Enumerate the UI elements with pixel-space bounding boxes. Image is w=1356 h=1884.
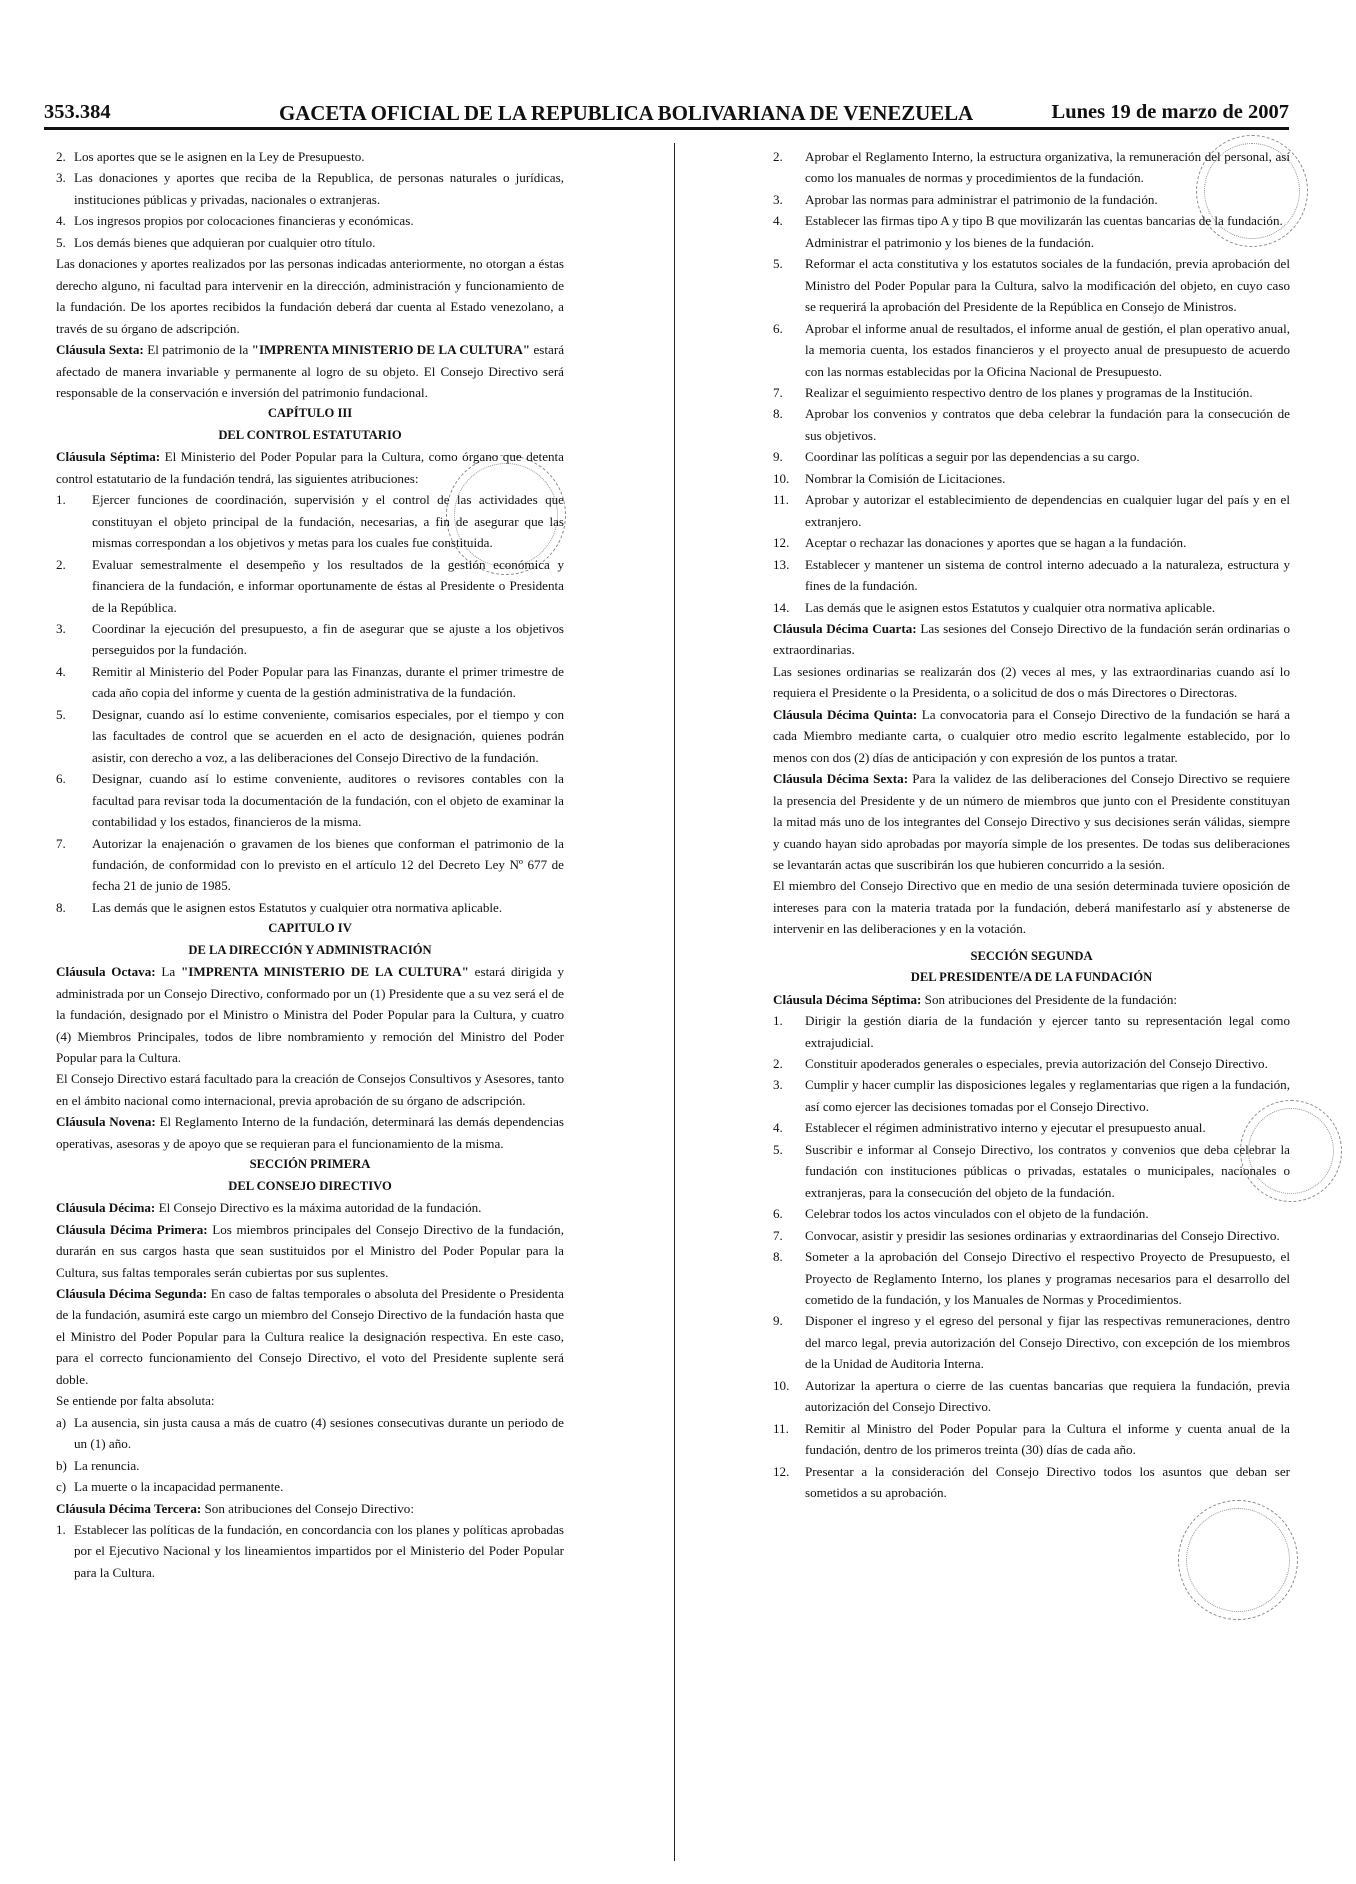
clause-label: Cláusula Novena:: [56, 1114, 156, 1130]
clause-text: estará dirigida y administrada por un Consejo Directivo, conformado por un (1) Presidente que a su vez será el de la fundación, designado por el Ministro o Ministra del Poder Popular para la Cultura, y cuatro (4) Miembros Principales, todos de libre nombramiento y remoción del Ministro del Poder Popular para la Cultura.: [56, 964, 565, 1066]
list-item: [773, 1461, 1290, 1504]
list-item-text: Remitir al Ministro del Poder Popular para la Cultura el informe y cuenta anual de la fundación, dentro de los primeros treinta (30) días de cada año.: [805, 1420, 1290, 1458]
list-item: [773, 597, 1290, 618]
list-item-text: Designar, cuando así lo estime conveniente, auditores o revisores contables con la facultad para revisar toda la documentación de la fundación, con el objeto de examinar la contabilidad y los estados, financieros de la misma.: [92, 771, 564, 830]
list-item: [56, 704, 564, 768]
list-item-number: 7.: [773, 1227, 783, 1243]
list-item-text: Aceptar o rechazar las donaciones y aportes que se hagan a la fundación.: [805, 535, 1187, 551]
clause-text: El Consejo Directivo es la máxima autoridad de la fundación.: [155, 1200, 482, 1216]
list-item-text: Las demás que le asignen estos Estatutos y cualquier otra normativa aplicable.: [92, 899, 503, 915]
list-item-text: Establecer las firmas tipo A y tipo B que movilizarán las cuentas bancarias de la fundación.: [805, 213, 1283, 229]
list-item-text: Convocar, asistir y presidir las sesiones ordinarias y extraordinarias del Consejo Directivo.: [805, 1227, 1280, 1243]
list-item: [56, 768, 564, 832]
clausula-novena: [56, 1111, 564, 1154]
clause-text: El Reglamento Interno de la fundación, determinará las demás dependencias operativas, asesoras y de apoyo que se requieran para el funcionamiento de la misma.: [56, 1114, 564, 1151]
list-item: [773, 1010, 1290, 1053]
list-item: [773, 1418, 1290, 1461]
list-item-text: Reformar el acta constitutiva y los estatutos sociales de la fundación, previa aprobación del Ministro del Poder Popular para la Cultura, salvo la modificación del objeto, en cuyo caso se requerirá la aprobación del Presidente de la República en Consejo de Ministros.: [805, 256, 1290, 315]
list-item-text: Las demás que le asignen estos Estatutos y cualquier otra normativa aplicable.: [805, 599, 1216, 615]
clausula-decima: [56, 1197, 564, 1218]
issue-date: Lunes 19 de marzo de 2007: [1051, 101, 1289, 123]
clause-label: Cláusula Décima:: [56, 1200, 156, 1216]
list-item-text: Coordinar las políticas a seguir por las dependencias a su cargo.: [805, 449, 1140, 465]
list-item: [773, 1310, 1290, 1374]
list-item: [773, 146, 1290, 189]
list-item: [773, 1139, 1290, 1203]
clause-text: estará afectado de manera invariable y permanente al logro de su objeto. El Consejo Directivo será responsable de la conservación e inversión del patrimonio fundacional.: [56, 342, 564, 400]
list-item-text: Establecer y mantener un sistema de control interno adecuado a la naturaleza, estructura y fines de la fundación.: [805, 556, 1290, 594]
list-item: [773, 554, 1290, 597]
clause-text: Para la validez de las deliberaciones del Consejo Directivo se requiere la presencia del Presidente y de un número de miembros que junto con el Presidente constituyan la mitad más uno de los integrantes del Consejo Directivo y sus decisiones serán válidas, siempre y cuando hayan sido aprobadas por mayoría simple de los presentes. De todas sus deliberaciones se levantarán actas que suscribirán los que hubieren concurrido a la sesión.: [773, 771, 1290, 872]
presidente-atribuciones-list: [773, 1010, 1290, 1503]
clause-label: Cláusula Décima Tercera:: [56, 1500, 202, 1516]
paragraph-donaciones: Las donaciones y aportes realizados por las personas indicadas anteriormente, no otorgan a éstas derecho alguno, ni facultad para intervenir en la dirección, administración y funcionamiento de la fundación. De los aportes recibidos la fundación deberá dar cuenta al Estado venezolano, a través de su órgano de adscripción.: [56, 256, 564, 336]
list-item-text: Los aportes que se le asignen en la Ley de Presupuesto.: [74, 149, 365, 164]
list-item-text: Establecer las políticas de la fundación, en concordancia con los planes y políticas aprobadas por el Ejecutivo Nacional y los lineamientos impartidos por el Ministerio del Poder Popular para la Cultura.: [74, 1522, 564, 1580]
list-item-number: 2.: [773, 1056, 783, 1072]
patrimonio-list: [56, 146, 564, 253]
clause-label: Cláusula Décima Segunda:: [56, 1286, 208, 1302]
list-item-text: Aprobar el informe anual de resultados, el informe anual de gestión, el plan operativo anual, la memoria cuenta, los estados financieros y el proyecto anual de presupuesto de acuerdo con las normas establecidas por la Oficina Nacional de Presupuesto.: [805, 320, 1290, 379]
list-item-number: 5.: [56, 706, 66, 722]
list-item-text: Disponer el ingreso y el egreso del personal y fijar las respectivas remuneraciones, dentro del marco legal, previa autorización del Consejo Directivo, con excepción de los miembros de la Unidad de Auditoria Interna.: [805, 1313, 1290, 1372]
list-item-number: b): [56, 1457, 67, 1473]
list-item: [773, 468, 1290, 489]
chapter-4-subtitle: DE LA DIRECCIÓN Y ADMINISTRACIÓN: [188, 942, 432, 957]
right-column: [773, 146, 1290, 1504]
list-item: [773, 1203, 1290, 1224]
clausula-sexta: [56, 339, 564, 403]
list-item-number: 4.: [56, 663, 66, 679]
list-item-number: 11.: [773, 492, 789, 508]
list-item: [56, 1476, 564, 1497]
list-item-text: Remitir al Ministerio del Poder Popular para las Finanzas, durante el primer trimestre de cada año copia del informe y cuenta de la gestión administrativa de la fundación.: [92, 663, 564, 701]
list-item: [56, 1455, 564, 1476]
section-2-subtitle: DEL PRESIDENTE/A DE LA FUNDACIÓN: [910, 970, 1153, 985]
list-item-number: 10.: [773, 470, 790, 486]
chapter-4-title: CAPITULO IV: [268, 921, 352, 936]
list-item-text: Autorizar la apertura o cierre de las cuentas bancarias que requiera la fundación, previa autorización del Consejo Directivo.: [805, 1377, 1290, 1415]
list-item: [56, 897, 564, 918]
list-item-number: 10.: [773, 1377, 790, 1393]
septima-list: [56, 489, 564, 918]
list-item: [773, 403, 1290, 446]
list-item-number: 13.: [773, 556, 790, 572]
section-2-title: SECCIÓN SEGUNDA: [970, 948, 1093, 963]
paragraph-miembro: El miembro del Consejo Directivo que en medio de una sesión determinada tuviere oposición de intereses para con la materia tratada por la fundación, deberá manifestarlo así y abstenerse de intervenir en las deliberaciones y en la votación.: [773, 878, 1290, 937]
clause-text: Los miembros principales del Consejo Directivo de la fundación, durarán en sus cargos hasta que sean sustituidos por el Ministro del Poder Popular para la Cultura, sus faltas temporales serán cubiertas por sus suplentes.: [56, 1221, 564, 1280]
section-1-subtitle: DEL CONSEJO DIRECTIVO: [228, 1178, 392, 1193]
list-item-text: Autorizar la enajenación o gravamen de los bienes que conforman el patrimonio de la fundación, de conformidad con lo previsto en el artículo 12 del Decreto Ley Nº 677 de fecha 21 de junio de 1985.: [92, 835, 564, 894]
list-item-number: 12.: [773, 535, 790, 551]
list-item-number: 4.: [773, 1120, 783, 1136]
clausula-octava: [56, 961, 564, 1068]
list-item: [56, 554, 564, 618]
clausula-decima-sexta: [773, 768, 1290, 875]
list-item: [56, 146, 564, 167]
page-number: 353.384: [44, 101, 111, 123]
clausula-decima-segunda: [56, 1283, 564, 1390]
clause-text: Son atribuciones del Presidente de la fundación:: [921, 991, 1178, 1007]
clausula-decima-quinta: [773, 704, 1290, 768]
clause-label: Cláusula Décima Quinta:: [773, 706, 918, 722]
clause-text: El patrimonio de la: [143, 342, 252, 358]
clausula-decima-primera: [56, 1219, 564, 1283]
chapter-3-title: CAPÍTULO III: [267, 406, 353, 421]
clause-label: Cláusula Séptima:: [56, 449, 161, 465]
list-item: [773, 1375, 1290, 1418]
list-item-text: Dirigir la gestión diaria de la fundación y ejercer tanto su representación legal como extrajudicial.: [805, 1013, 1290, 1050]
list-item-number: 1.: [773, 1013, 783, 1029]
atribuciones-list: [56, 1519, 564, 1583]
clausula-decima-septima: [773, 989, 1290, 1010]
list-item-text: Someter a la aprobación del Consejo Directivo el respectivo Proyecto de Presupuesto, el Proyecto de Reglamento Interno, los planes y programas necesarios para el desarrollo del cometido de la fundación, y los Manuales de Normas y Procedimientos.: [805, 1249, 1290, 1308]
list-item-text: Aprobar y autorizar el establecimiento de dependencias en cualquier lugar del país y en el extranjero.: [805, 492, 1290, 529]
list-item-number: 4.: [773, 213, 783, 229]
list-item: [56, 210, 564, 231]
list-item: [773, 210, 1290, 231]
paragraph-falta-absoluta: Se entiende por falta absoluta:: [56, 1393, 215, 1409]
seal-stamp: [1178, 1500, 1298, 1620]
gazette-title: GACETA OFICIAL DE LA REPUBLICA BOLIVARIANA DE VENEZUELA: [279, 101, 974, 125]
list-item-text: Las donaciones y aportes que reciba de la Republica, de personas naturales o jurídicas, instituciones públicas y privadas, nacionales o extranjeras.: [74, 170, 564, 207]
list-item-number: 1.: [56, 1522, 66, 1537]
list-item-number: 8.: [56, 899, 66, 915]
list-item-number: 5.: [773, 1141, 783, 1157]
list-item-text: Evaluar semestralmente el desempeño y los resultados de la gestión económica y financiera de la fundación, e informar oportunamente de éstas al Presidente o Presidenta de la República.: [92, 556, 564, 615]
list-item: [56, 232, 564, 253]
list-item-number: 12.: [773, 1463, 790, 1479]
list-item: [773, 189, 1290, 210]
falta-list: [56, 1412, 564, 1498]
column-divider: [674, 143, 675, 1861]
list-item-number: 9.: [773, 449, 783, 465]
clause-text: Son atribuciones del Consejo Directivo:: [201, 1500, 414, 1516]
clause-label: Cláusula Sexta:: [56, 342, 144, 358]
list-item-number: [773, 232, 805, 253]
header-rule: [44, 127, 1289, 130]
list-item-text: La muerte o la incapacidad permanente.: [74, 1479, 284, 1495]
list-item-number: 6.: [773, 320, 783, 336]
clause-label: Cláusula Décima Séptima:: [773, 991, 922, 1007]
list-item: [773, 1053, 1290, 1074]
list-item-number: 3.: [56, 170, 66, 186]
list-item-text: Aprobar el Reglamento Interno, la estructura organizativa, la remuneración del personal, así como los manuales de normas y procedimientos de la fundación.: [805, 149, 1290, 186]
list-item-number: 2.: [56, 556, 66, 572]
list-item: [56, 167, 564, 210]
left-column: [56, 146, 564, 1583]
list-item: [773, 1074, 1290, 1117]
list-item-number: 3.: [56, 620, 66, 636]
list-item-text: Los demás bienes que adquieran por cualquier otro título.: [74, 234, 376, 250]
list-item-number: a): [56, 1414, 67, 1430]
list-item-number: 8.: [773, 1249, 783, 1265]
list-item: [56, 618, 564, 661]
clause-text: En caso de faltas temporales o absoluta del Presidente o Presidenta de la fundación, asumirá este cargo un miembro del Consejo Directivo de la fundación hasta que el Ministro del Poder Popular para la Cultura realice la designación respectiva. En este caso, para el correcto funcionamiento del Consejo Directivo, el voto del Presidente suplente será doble.: [56, 1286, 564, 1387]
list-item-number: 5.: [56, 234, 66, 250]
list-item-number: 3.: [773, 191, 783, 207]
list-item: [773, 318, 1290, 382]
clause-label: Cláusula Décima Cuarta:: [773, 620, 917, 636]
list-item: [56, 833, 564, 897]
list-item: [773, 382, 1290, 403]
section-1-title: SECCIÓN PRIMERA: [249, 1157, 371, 1172]
clause-label: Cláusula Décima Primera:: [56, 1221, 208, 1237]
list-item-text: Cumplir y hacer cumplir las disposiciones legales y reglamentarias que rigen a la fundación, así como ejercer las decisiones tomadas por el Consejo Directivo.: [805, 1077, 1290, 1114]
chapter-3-subtitle: DEL CONTROL ESTATUTARIO: [218, 427, 402, 442]
list-item-text: Aprobar las normas para administrar el patrimonio de la fundación.: [805, 191, 1158, 207]
list-item-number: c): [56, 1479, 67, 1495]
list-item-text: La ausencia, sin justa causa a más de cuatro (4) sesiones consecutivas durante un periodo de un (1) año.: [74, 1414, 564, 1452]
clause-text: Las sesiones del Consejo Directivo de la fundación serán ordinarias o extraordinarias.: [773, 620, 1290, 658]
list-item-text: Administrar el patrimonio y los bienes de la fundación.: [805, 234, 1095, 250]
list-item-text: Ejercer funciones de coordinación, supervisión y el control de las actividades que constituyan el objeto principal de la fundación, necesarias, a fin de asegurar que las mismas correspondan a los objetivos y metas para los cuales fue constituida.: [92, 492, 564, 551]
list-item: [56, 489, 564, 553]
list-item: [773, 1117, 1290, 1138]
list-item-number: 2.: [56, 149, 66, 164]
entity-name: "IMPRENTA MINISTERIO DE LA CULTURA": [180, 964, 469, 980]
list-item-number: 4.: [56, 213, 66, 229]
clausula-decima-tercera: [56, 1498, 564, 1519]
list-item: [773, 1246, 1290, 1310]
list-item-text: Nombrar la Comisión de Licitaciones.: [805, 470, 1006, 486]
list-item-text: Los ingresos propios por colocaciones financieras y económicas.: [74, 213, 414, 229]
clause-label: Cláusula Octava:: [56, 964, 156, 980]
list-item: [56, 661, 564, 704]
list-item-text: Constituir apoderados generales o especiales, previa autorización del Consejo Directivo.: [805, 1056, 1268, 1072]
list-item-text: Suscribir e informar al Consejo Directivo, los contratos y convenios que deba celebrar la fundación con instituciones públicas o privadas, estatales o municipales, nacionales o extranjeras, para la consecución del objeto de la fundación.: [805, 1141, 1290, 1200]
list-item: [773, 1225, 1290, 1246]
clause-label: Cláusula Décima Sexta:: [773, 771, 909, 787]
list-item: [773, 253, 1290, 317]
clausula-decima-cuarta: [773, 618, 1290, 661]
list-item-number: 2.: [773, 149, 783, 164]
list-item-number: 14.: [773, 599, 790, 615]
list-item-text: Presentar a la consideración del Consejo Directivo todos los asuntos que deban ser sometidos a su aprobación.: [805, 1463, 1290, 1501]
list-item-number: 6.: [56, 771, 66, 787]
list-item-text: Aprobar los convenios y contratos que deba celebrar la fundación para la consecución de sus objetivos.: [805, 406, 1290, 443]
list-item: [56, 1412, 564, 1455]
list-item-number: 9.: [773, 1313, 783, 1329]
list-item-number: 1.: [56, 492, 66, 508]
list-item: [773, 446, 1290, 467]
atribuciones-list-continued: [773, 146, 1290, 618]
page-header: [44, 101, 1289, 127]
list-item: [56, 1519, 564, 1583]
list-item-text: La renuncia.: [74, 1457, 140, 1473]
clausula-septima: [56, 446, 564, 489]
list-item: [773, 489, 1290, 532]
list-item-number: 7.: [773, 384, 783, 400]
entity-name: "IMPRENTA MINISTERIO DE LA CULTURA": [251, 342, 531, 358]
list-item-number: 5.: [773, 256, 783, 272]
list-item: [773, 532, 1290, 553]
list-item-number: 7.: [56, 835, 66, 851]
list-item-number: 6.: [773, 1206, 783, 1222]
clause-text: La convocatoria para el Consejo Directivo de la fundación se hará a cada Miembro mediante carta, o cualquier otro medio escrito legalmente establecido, por lo menos con dos (2) días de anticipación y con expresión de los puntos a tratar.: [773, 706, 1291, 765]
list-item-number: 11.: [773, 1420, 789, 1436]
list-item-number: 3.: [773, 1077, 783, 1093]
clause-text: La: [155, 964, 181, 980]
clause-text: El Ministerio del Poder Popular para la Cultura, como órgano que detenta control estatutario de la fundación tendrá, las siguientes atribuciones:: [56, 449, 564, 486]
list-item-text: Realizar el seguimiento respectivo dentro de los planes y programas de la Institución.: [805, 384, 1253, 400]
list-item-text: Celebrar todos los actos vinculados con el objeto de la fundación.: [805, 1206, 1149, 1222]
paragraph-consejo: El Consejo Directivo estará facultado para la creación de Consejos Consultivos y Asesores, tanto en el ámbito nacional como internacional, previa aprobación de su órgano de adscripción.: [56, 1071, 564, 1108]
list-item: [773, 232, 1290, 253]
list-item-text: Establecer el régimen administrativo interno y ejecutar el presupuesto anual.: [805, 1120, 1206, 1136]
paragraph-sesiones: Las sesiones ordinarias se realizarán dos (2) veces al mes, y las extraordinarias cuando así lo requiera el Presidente o la Presidenta, o a solicitud de dos o más Directores o Directoras.: [773, 663, 1290, 701]
list-item-number: 8.: [773, 406, 783, 422]
list-item-text: Designar, cuando así lo estime conveniente, comisarios especiales, por el tiempo y con las facultades de control que se acuerden en el acto de designación, quienes podrán asistir, con derecho a voz, a las deliberaciones del Consejo Directivo de la fundación.: [92, 706, 564, 765]
list-item-text: Coordinar la ejecución del presupuesto, a fin de asegurar que se ajuste a los objetivos perseguidos por la fundación.: [92, 620, 564, 658]
